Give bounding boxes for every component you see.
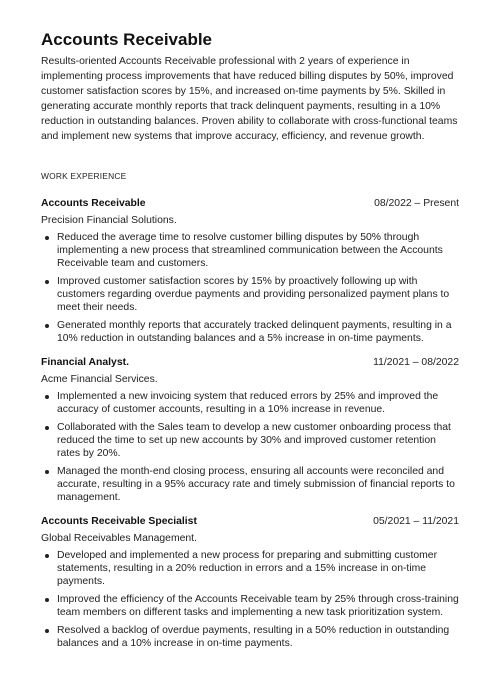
bullet-dot-icon xyxy=(45,280,49,284)
job-entry xyxy=(41,357,459,504)
job-bullet-text: Improved customer satisfaction scores by 15% by proactively following up with customers regarding overdue payments and providing personalized payment plans to meet their needs. xyxy=(57,276,450,313)
company-name: Precision Financial Solutions. xyxy=(41,215,177,226)
job-entry xyxy=(41,198,459,345)
job-bullet xyxy=(41,275,459,314)
job-bullet-text: Managed the month-end closing process, ensuring all accounts were reconciled and accurate, resulting in a 95% accuracy rate and timely submission of financial reports to management. xyxy=(57,466,455,503)
resume-name: Accounts Receivable xyxy=(41,30,213,49)
job-bullet-text: Generated monthly reports that accurately tracked delinquent payments, resulting in a 10% reduction in outstanding balances and a 5% increase in on-time payments. xyxy=(57,320,452,344)
job-bullet-text: Developed and implemented a new process for preparing and submitting customer statements, resulting in a 20% reduction in errors and a 15% increase in on-time payments. xyxy=(57,550,438,587)
job-bullet-text: Collaborated with the Sales team to develop a new customer onboarding process that reduced the time to set up new accounts by 30% and improved customer retention rates by 20%. xyxy=(57,422,451,459)
bullet-dot-icon xyxy=(45,554,49,558)
job-dates: 08/2022 – Present xyxy=(374,198,459,209)
job-bullet xyxy=(41,593,459,619)
job-bullet-text: Improved the efficiency of the Accounts Receivable team by 25% through cross-training team members on different tasks and implementing a new task prioritization system. xyxy=(57,594,459,618)
job-bullet xyxy=(41,549,459,588)
job-bullet-list xyxy=(41,231,459,345)
job-bullet-list xyxy=(41,549,459,650)
job-title: Accounts Receivable xyxy=(41,198,146,209)
bullet-dot-icon xyxy=(45,395,49,399)
job-title: Financial Analyst. xyxy=(41,357,129,368)
bullet-dot-icon xyxy=(45,598,49,602)
company-name: Acme Financial Services. xyxy=(41,374,158,385)
bullet-dot-icon xyxy=(45,426,49,430)
job-header xyxy=(41,516,459,531)
bullet-dot-icon xyxy=(45,324,49,328)
job-dates: 05/2021 – 11/2021 xyxy=(373,516,459,527)
job-bullet xyxy=(41,465,459,504)
section-title-work-experience: WORK EXPERIENCE xyxy=(41,171,127,181)
job-bullet-text: Reduced the average time to resolve customer billing disputes by 50% through implementing a new process that streamlined communication between the Accounts Receivable team and customers. xyxy=(57,232,443,269)
job-bullet xyxy=(41,421,459,460)
job-bullet xyxy=(41,390,459,416)
job-bullet xyxy=(41,231,459,270)
job-bullet-text: Resolved a backlog of overdue payments, resulting in a 50% reduction in outstanding balances and a 10% increase in on-time payments. xyxy=(57,625,450,649)
job-bullet-list xyxy=(41,390,459,504)
bullet-dot-icon xyxy=(45,629,49,633)
job-title: Accounts Receivable Specialist xyxy=(41,516,197,527)
company-name: Global Receivables Management. xyxy=(41,533,197,544)
summary-paragraph: Results-oriented Accounts Receivable professional with 2 years of experience in implementing process improvements that have reduced billing disputes by 50%, improved customer satisfaction scores by 15%, and increased on-time payments by 5%. Skilled in generating accurate monthly reports that track delinquent payments, resulting in a 10% reduction in outstanding balances. Proven ability to collaborate with cross-functional teams and implement new systems that improve accuracy, efficiency, and revenue growth. xyxy=(41,56,458,142)
job-dates: 11/2021 – 08/2022 xyxy=(373,357,459,368)
job-header xyxy=(41,357,459,372)
job-bullet-text: Implemented a new invoicing system that reduced errors by 25% and improved the accuracy of customer accounts, resulting in a 10% increase in revenue. xyxy=(57,391,439,415)
bullet-dot-icon xyxy=(45,470,49,474)
job-entry xyxy=(41,516,459,650)
job-bullet xyxy=(41,624,459,650)
job-header xyxy=(41,198,459,213)
job-bullet xyxy=(41,319,459,345)
bullet-dot-icon xyxy=(45,236,49,240)
